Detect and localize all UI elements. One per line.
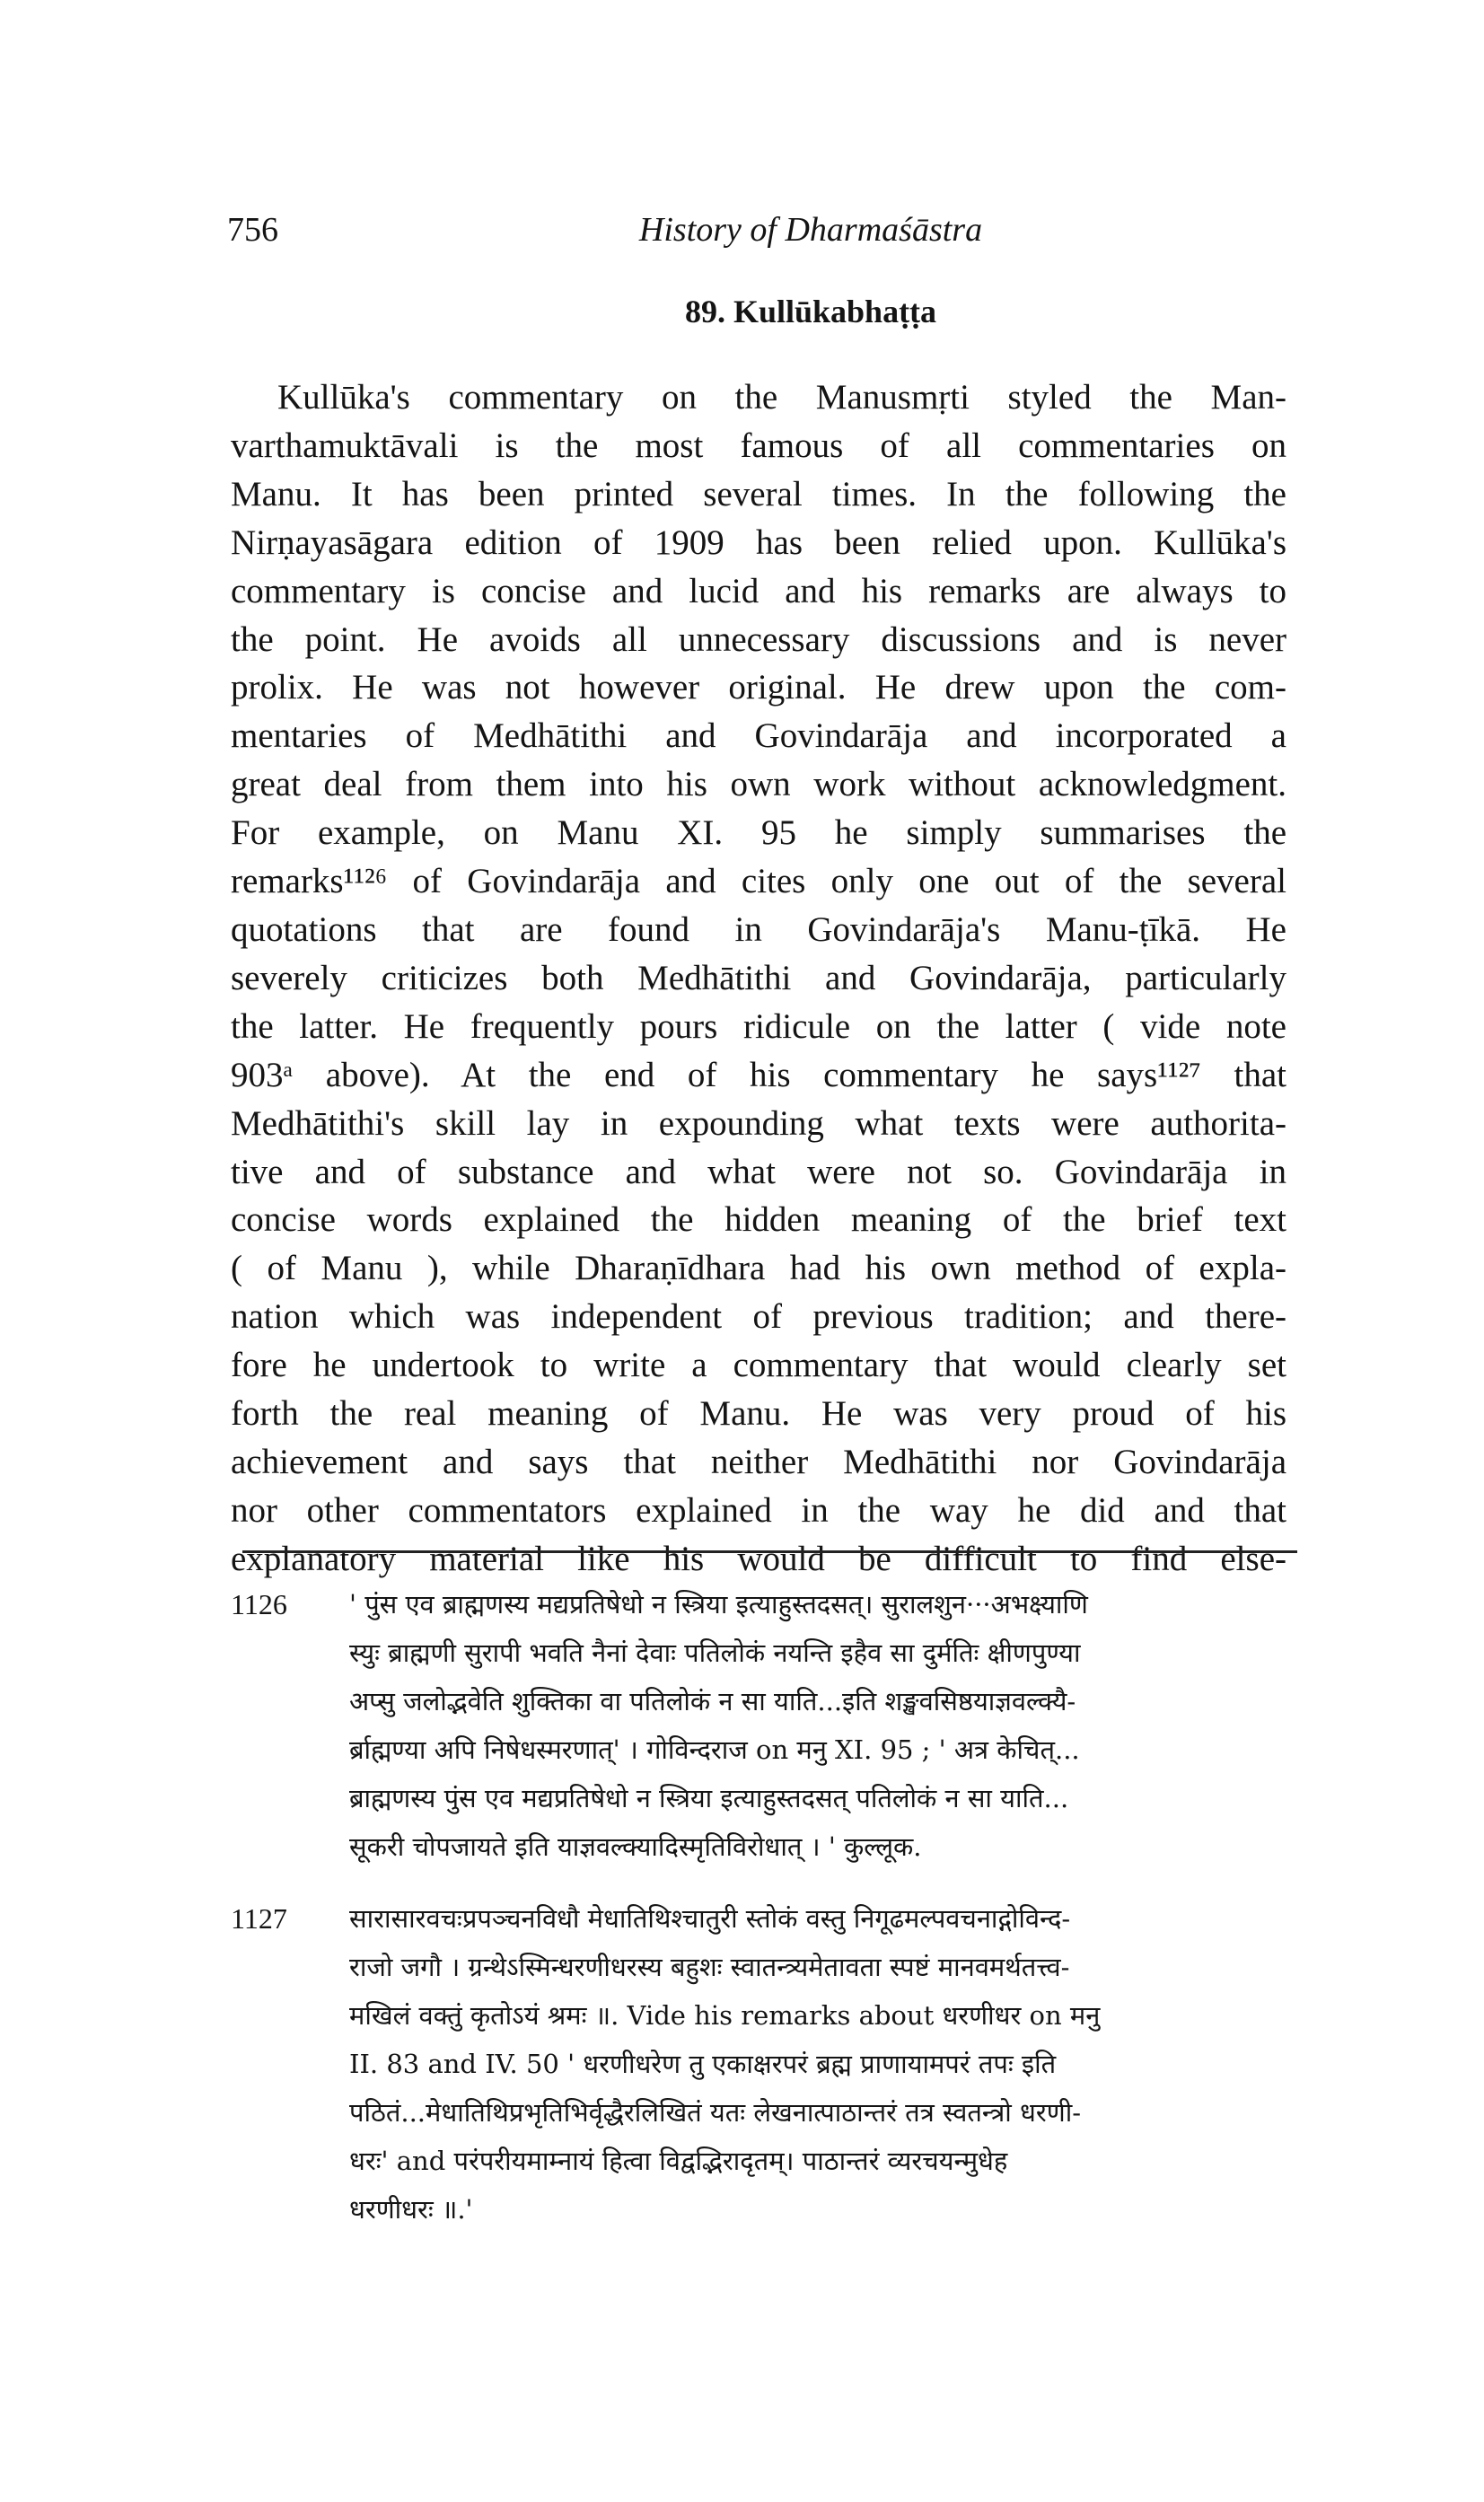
footnote-number: 1126 bbox=[231, 1588, 287, 1620]
footnote-1126 bbox=[231, 1580, 1295, 1871]
body-line: nation which was independent of previous tradition; and there- bbox=[231, 1297, 1286, 1337]
footnote-line: अप्सु जलोद्भवेति शुक्तिका वा पतिलोकं न सा याति...इति शङ्खवसिष्ठयाज्ञवल्क्यै- bbox=[349, 1686, 1076, 1716]
body-line: achievement and says that neither Medhātithi nor Govindarāja bbox=[231, 1442, 1286, 1481]
footnote-line: राजो जगौ । ग्रन्थेऽस्मिन्धरणीधरस्य बहुशः स्वातन्त्र्यमेतावता स्पष्टं मानवमर्थतत्त्व- bbox=[349, 1952, 1070, 1982]
footnote-line: II. 83 and IV. 50 ' धरणीधरेण तु एकाक्षरपरं ब्रह्म प्राणायामपरं तपः इति bbox=[349, 2049, 1057, 2079]
footnote-line: धरः' and परंपरीयमाम्नायं हित्वा विद्वद्भिरादृतम्। पाठान्तरं व्यरचयन्मुधेह bbox=[349, 2146, 1008, 2176]
footnote-number: 1127 bbox=[231, 1902, 287, 1935]
body-line: severely criticizes both Medhātithi and Govindarāja, particularly bbox=[231, 958, 1286, 997]
footnote-line: र्ब्राह्मण्या अपि निषेधस्मरणात्' । गोविन्दराज on मनु XI. 95 ; ' अत्र केचित्... bbox=[349, 1734, 1080, 1765]
body-line: quotations that are found in Govindarāja's Manu-ṭīkā. He bbox=[231, 909, 1286, 949]
body-line: tive and of substance and what were not so. Govindarāja in bbox=[231, 1152, 1286, 1191]
body-line: the latter. He frequently pours ridicule on the latter ( vide note bbox=[231, 1006, 1286, 1046]
footnote-line: सूकरी चोपजायते इति याज्ञवल्क्यादिस्मृतिविरोधात् । ' कुल्लूक. bbox=[349, 1831, 922, 1862]
footnote-line: धरणीधरः ॥.' bbox=[349, 2194, 473, 2225]
body-line: explanatory material like his would be difficult to find else- bbox=[231, 1539, 1286, 1578]
body-line: nor other commentators explained in the way he did and that bbox=[231, 1490, 1286, 1530]
body-line: great deal from them into his own work without acknowledgment. bbox=[231, 765, 1286, 804]
body-line: fore he undertook to write a commentary that would clearly set bbox=[231, 1346, 1286, 1385]
body-line: remarks¹¹²⁶ of Govindarāja and cites only one out of the several bbox=[231, 862, 1286, 901]
footnote-text bbox=[349, 1894, 1295, 2234]
footnote-line: सारासारवचःप्रपञ्चनविधौ मेधातिथिश्चातुरी स्तोकं वस्तु निगूढमल्पवचनाद्गोविन्द- bbox=[349, 1903, 1071, 1934]
body-line: concise words explained the hidden meaning of the brief text bbox=[231, 1200, 1286, 1240]
body-line: ( of Manu ), while Dharaṇīdhara had his own method of expla- bbox=[231, 1249, 1286, 1288]
footnote-line: स्युः ब्राह्मणी सुरापी भवति नैनां देवाः पतिलोकं नयन्ति इहैव सा दुर्मतिः क्षीणपुण्या bbox=[349, 1637, 1081, 1668]
body-line: mentaries of Medhātithi and Govindarāja and incorporated a bbox=[231, 716, 1286, 756]
body-line: forth the real meaning of Manu. He was very proud of his bbox=[231, 1394, 1286, 1434]
body-line: varthamuktāvali is the most famous of all commentaries on bbox=[231, 426, 1286, 465]
body-line: Medhātithi's skill lay in expounding what texts were authorita- bbox=[231, 1103, 1286, 1143]
section-heading: 89. Kullūkabhaṭṭa bbox=[684, 294, 937, 329]
footnote-line: ब्राह्मणस्य पुंस एव मद्यप्रतिषेधो न स्त्रिया इत्याहुस्तदसत् पतिलोकं न सा याति... bbox=[349, 1783, 1069, 1813]
body-line: Kullūka's commentary on the Manusmṛti styled the Man- bbox=[277, 378, 1286, 417]
body-line: 903ᵃ above). At the end of his commentary he says¹¹²⁷ that bbox=[231, 1055, 1286, 1094]
page-number: 756 bbox=[227, 211, 278, 249]
body-line: Manu. It has been printed several times. In the following the bbox=[231, 474, 1286, 514]
footnote-line: मखिलं वक्तुं कृतोऽयं श्रमः ॥. Vide his remarks about धरणीधर on मनु bbox=[349, 2000, 1101, 2031]
running-title: History of Dharmaśāstra bbox=[638, 211, 983, 249]
footnote-1127 bbox=[231, 1894, 1295, 2234]
footnote-line: पठितं...मेधातिथिप्रभृतिभिर्वृद्धैरलिखितं यतः लेखनात्पाठान्तरं तत्र स्वतन्त्रो धरणी- bbox=[349, 2097, 1082, 2128]
footnote-text bbox=[349, 1580, 1295, 1871]
page-header bbox=[227, 203, 1286, 257]
footnote-divider bbox=[242, 1550, 1297, 1553]
body-line: prolix. He was not however original. He drew upon the com- bbox=[231, 668, 1286, 707]
body-line: the point. He avoids all unnecessary discussions and is never bbox=[231, 619, 1286, 659]
footnote-line: ' पुंस एव ब्राह्मणस्य मद्यप्रतिषेधो न स्त्रिया इत्याहुस्तदसत्। सुरालशुन···अभक्ष्याणि bbox=[349, 1589, 1088, 1620]
body-line: commentary is concise and lucid and his remarks are always to bbox=[231, 571, 1286, 610]
body-line: Nirṇayasāgara edition of 1909 has been relied upon. Kullūka's bbox=[231, 522, 1286, 562]
body-paragraph bbox=[231, 373, 1286, 1584]
body-line: For example, on Manu XI. 95 he simply summarises the bbox=[231, 813, 1286, 853]
